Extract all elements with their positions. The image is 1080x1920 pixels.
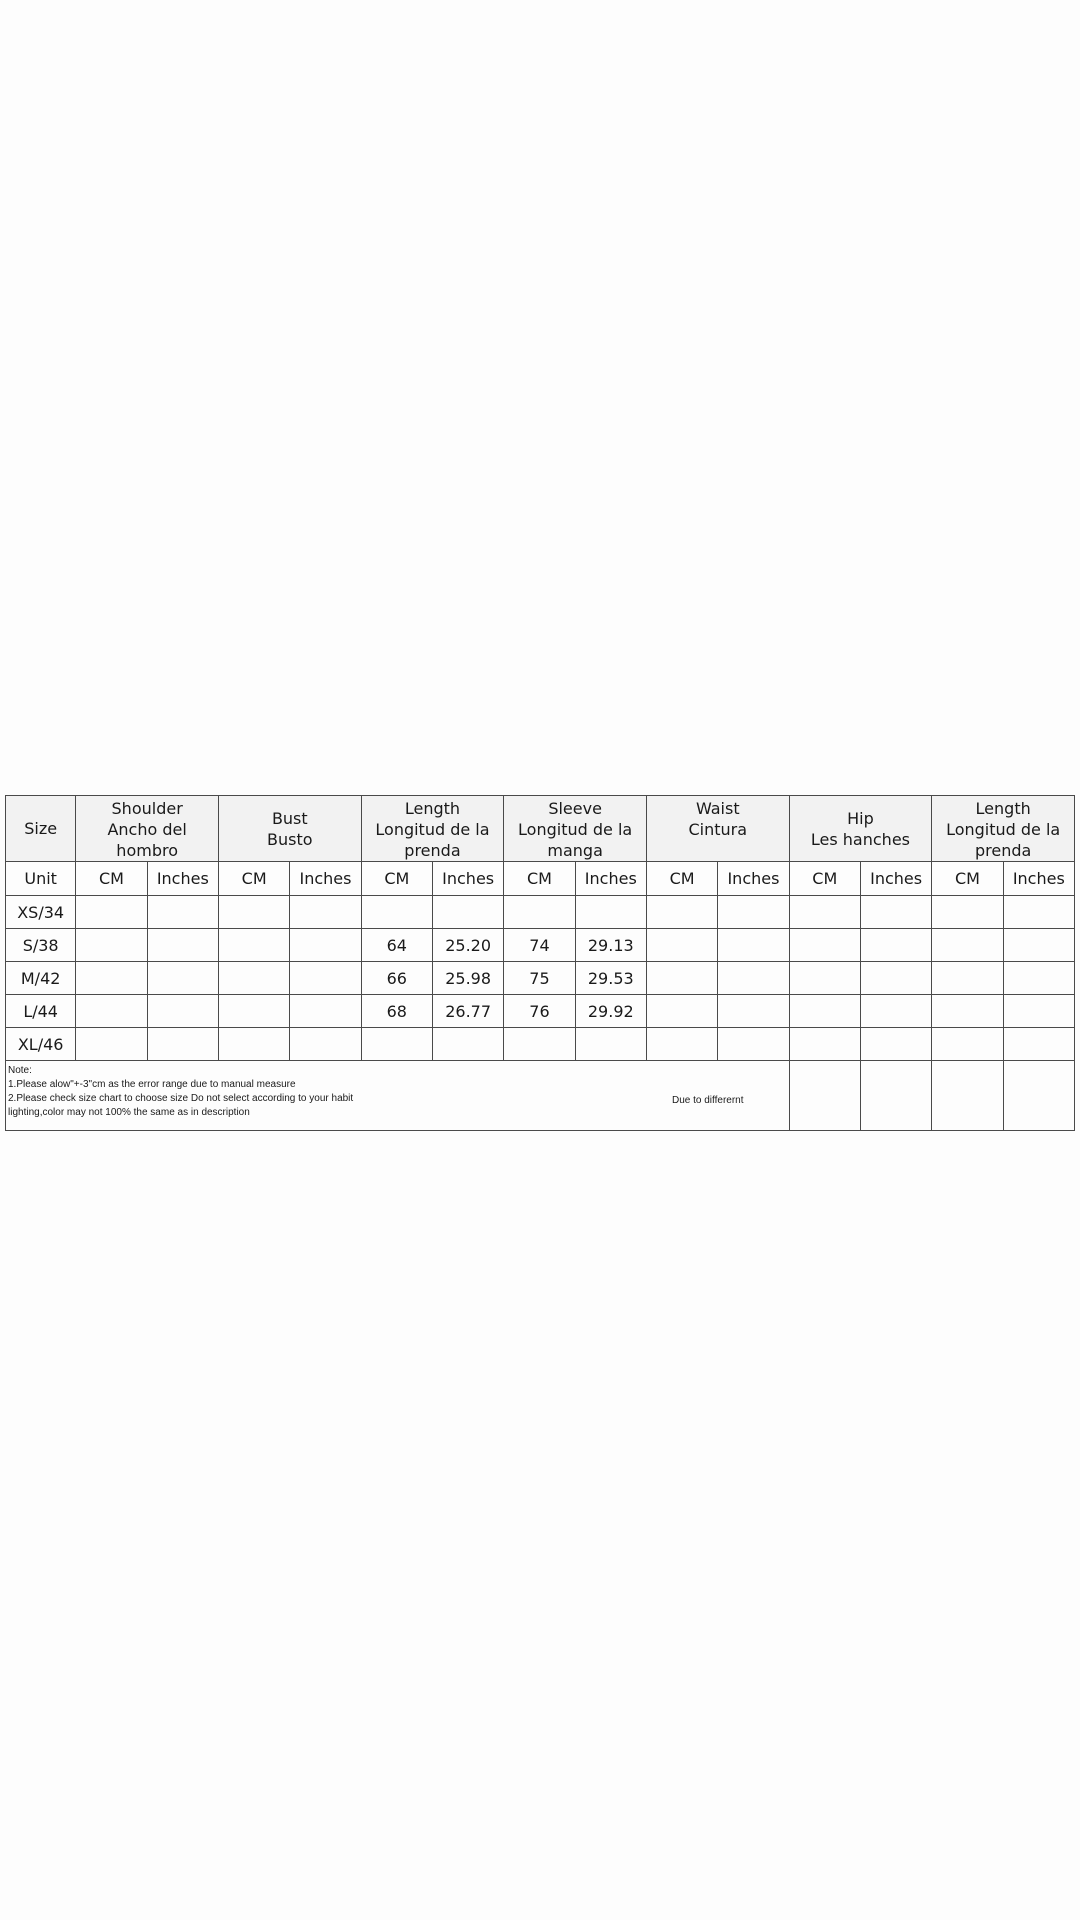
table-cell <box>76 962 147 995</box>
table-row <box>6 1028 1075 1061</box>
note-extra: Due to differernt <box>672 1095 744 1106</box>
table-cell <box>646 929 717 962</box>
unit-inches: Inches <box>290 862 361 896</box>
size-label: S/38 <box>6 929 76 962</box>
shoulder-header: Shoulder Ancho del hombro <box>76 796 219 862</box>
table-cell <box>76 929 147 962</box>
table-cell <box>932 962 1003 995</box>
table-cell: 75 <box>504 962 575 995</box>
table-cell <box>1003 896 1074 929</box>
table-cell <box>789 1061 860 1131</box>
table-cell <box>860 929 931 962</box>
size-label: L/44 <box>6 995 76 1028</box>
note-line-2: 2.Please check size chart to choose size Do not select according to your habit <box>8 1093 354 1104</box>
table-cell <box>290 1028 361 1061</box>
table-cell <box>718 896 789 929</box>
table-row <box>6 896 1075 929</box>
unit-inches: Inches <box>1003 862 1074 896</box>
unit-inches: Inches <box>575 862 646 896</box>
table-cell: 68 <box>361 995 432 1028</box>
unit-label: Unit <box>6 862 76 896</box>
unit-cm: CM <box>789 862 860 896</box>
table-cell <box>932 929 1003 962</box>
note-cell <box>6 1061 790 1131</box>
note-line-1: 1.Please alow"+-3"cm as the error range due to manual measure <box>8 1079 296 1090</box>
unit-cm: CM <box>218 862 289 896</box>
table-cell <box>361 896 432 929</box>
table-cell <box>860 1061 931 1131</box>
table-cell: 26.77 <box>432 995 503 1028</box>
table-cell <box>76 1028 147 1061</box>
note-title: Note: <box>8 1065 32 1076</box>
bust-header: Bust Busto <box>218 796 361 862</box>
table-row <box>6 962 1075 995</box>
table-cell: 29.13 <box>575 929 646 962</box>
table-cell <box>646 995 717 1028</box>
table-cell <box>147 995 218 1028</box>
unit-row <box>6 862 1075 896</box>
table-cell <box>76 896 147 929</box>
size-chart-table <box>5 795 1075 1131</box>
table-cell <box>290 896 361 929</box>
waist-header: Waist Cintura <box>646 796 789 862</box>
unit-cm: CM <box>361 862 432 896</box>
table-cell <box>646 1028 717 1061</box>
table-cell <box>789 962 860 995</box>
table-row <box>6 995 1075 1028</box>
table-cell <box>76 995 147 1028</box>
table-cell <box>789 1028 860 1061</box>
unit-inches: Inches <box>718 862 789 896</box>
table-cell <box>218 995 289 1028</box>
table-cell <box>1003 1028 1074 1061</box>
table-cell <box>860 995 931 1028</box>
table-cell <box>789 995 860 1028</box>
table-cell <box>718 962 789 995</box>
table-cell <box>575 896 646 929</box>
table-cell: 25.98 <box>432 962 503 995</box>
table-cell <box>147 1028 218 1061</box>
table-cell <box>789 896 860 929</box>
table-cell <box>218 896 289 929</box>
table-row <box>6 929 1075 962</box>
table-cell <box>718 995 789 1028</box>
table-cell <box>147 962 218 995</box>
note-row <box>6 1061 1075 1131</box>
table-cell <box>432 1028 503 1061</box>
size-header: Size <box>6 796 76 862</box>
table-cell <box>147 896 218 929</box>
table-cell <box>218 1028 289 1061</box>
table-cell <box>1003 1061 1074 1131</box>
table-cell <box>361 1028 432 1061</box>
table-cell <box>504 896 575 929</box>
table-cell <box>932 995 1003 1028</box>
length-header: Length Longitud de la prenda <box>361 796 504 862</box>
table-cell <box>575 1028 646 1061</box>
table-cell <box>932 1028 1003 1061</box>
unit-cm: CM <box>76 862 147 896</box>
unit-cm: CM <box>504 862 575 896</box>
table-cell <box>646 962 717 995</box>
size-label: M/42 <box>6 962 76 995</box>
note-line-3: lighting,color may not 100% the same as in description <box>8 1107 250 1118</box>
table-cell <box>860 1028 931 1061</box>
table-cell <box>218 962 289 995</box>
table-cell <box>789 929 860 962</box>
table-cell <box>718 929 789 962</box>
unit-inches: Inches <box>147 862 218 896</box>
table-cell <box>290 962 361 995</box>
table-cell <box>860 896 931 929</box>
table-cell: 76 <box>504 995 575 1028</box>
unit-cm: CM <box>932 862 1003 896</box>
table-cell <box>932 896 1003 929</box>
unit-cm: CM <box>646 862 717 896</box>
table-cell <box>860 962 931 995</box>
table-cell <box>1003 929 1074 962</box>
size-label: XL/46 <box>6 1028 76 1061</box>
table-cell: 66 <box>361 962 432 995</box>
table-cell <box>147 929 218 962</box>
table-cell: 64 <box>361 929 432 962</box>
sleeve-header: Sleeve Longitud de la manga <box>504 796 647 862</box>
table-cell <box>290 995 361 1028</box>
table-cell <box>1003 995 1074 1028</box>
unit-inches: Inches <box>860 862 931 896</box>
table-cell <box>432 896 503 929</box>
table-cell <box>290 929 361 962</box>
table-cell: 29.53 <box>575 962 646 995</box>
table-cell <box>718 1028 789 1061</box>
table-cell <box>932 1061 1003 1131</box>
table-cell <box>646 896 717 929</box>
table-cell <box>218 929 289 962</box>
unit-inches: Inches <box>432 862 503 896</box>
hip-header: Hip Les hanches <box>789 796 932 862</box>
table-cell: 74 <box>504 929 575 962</box>
header-row <box>6 796 1075 862</box>
table-cell <box>504 1028 575 1061</box>
length-header-2: Length Longitud de la prenda <box>932 796 1075 862</box>
table-cell: 29.92 <box>575 995 646 1028</box>
table-cell <box>1003 962 1074 995</box>
size-label: XS/34 <box>6 896 76 929</box>
table-cell: 25.20 <box>432 929 503 962</box>
